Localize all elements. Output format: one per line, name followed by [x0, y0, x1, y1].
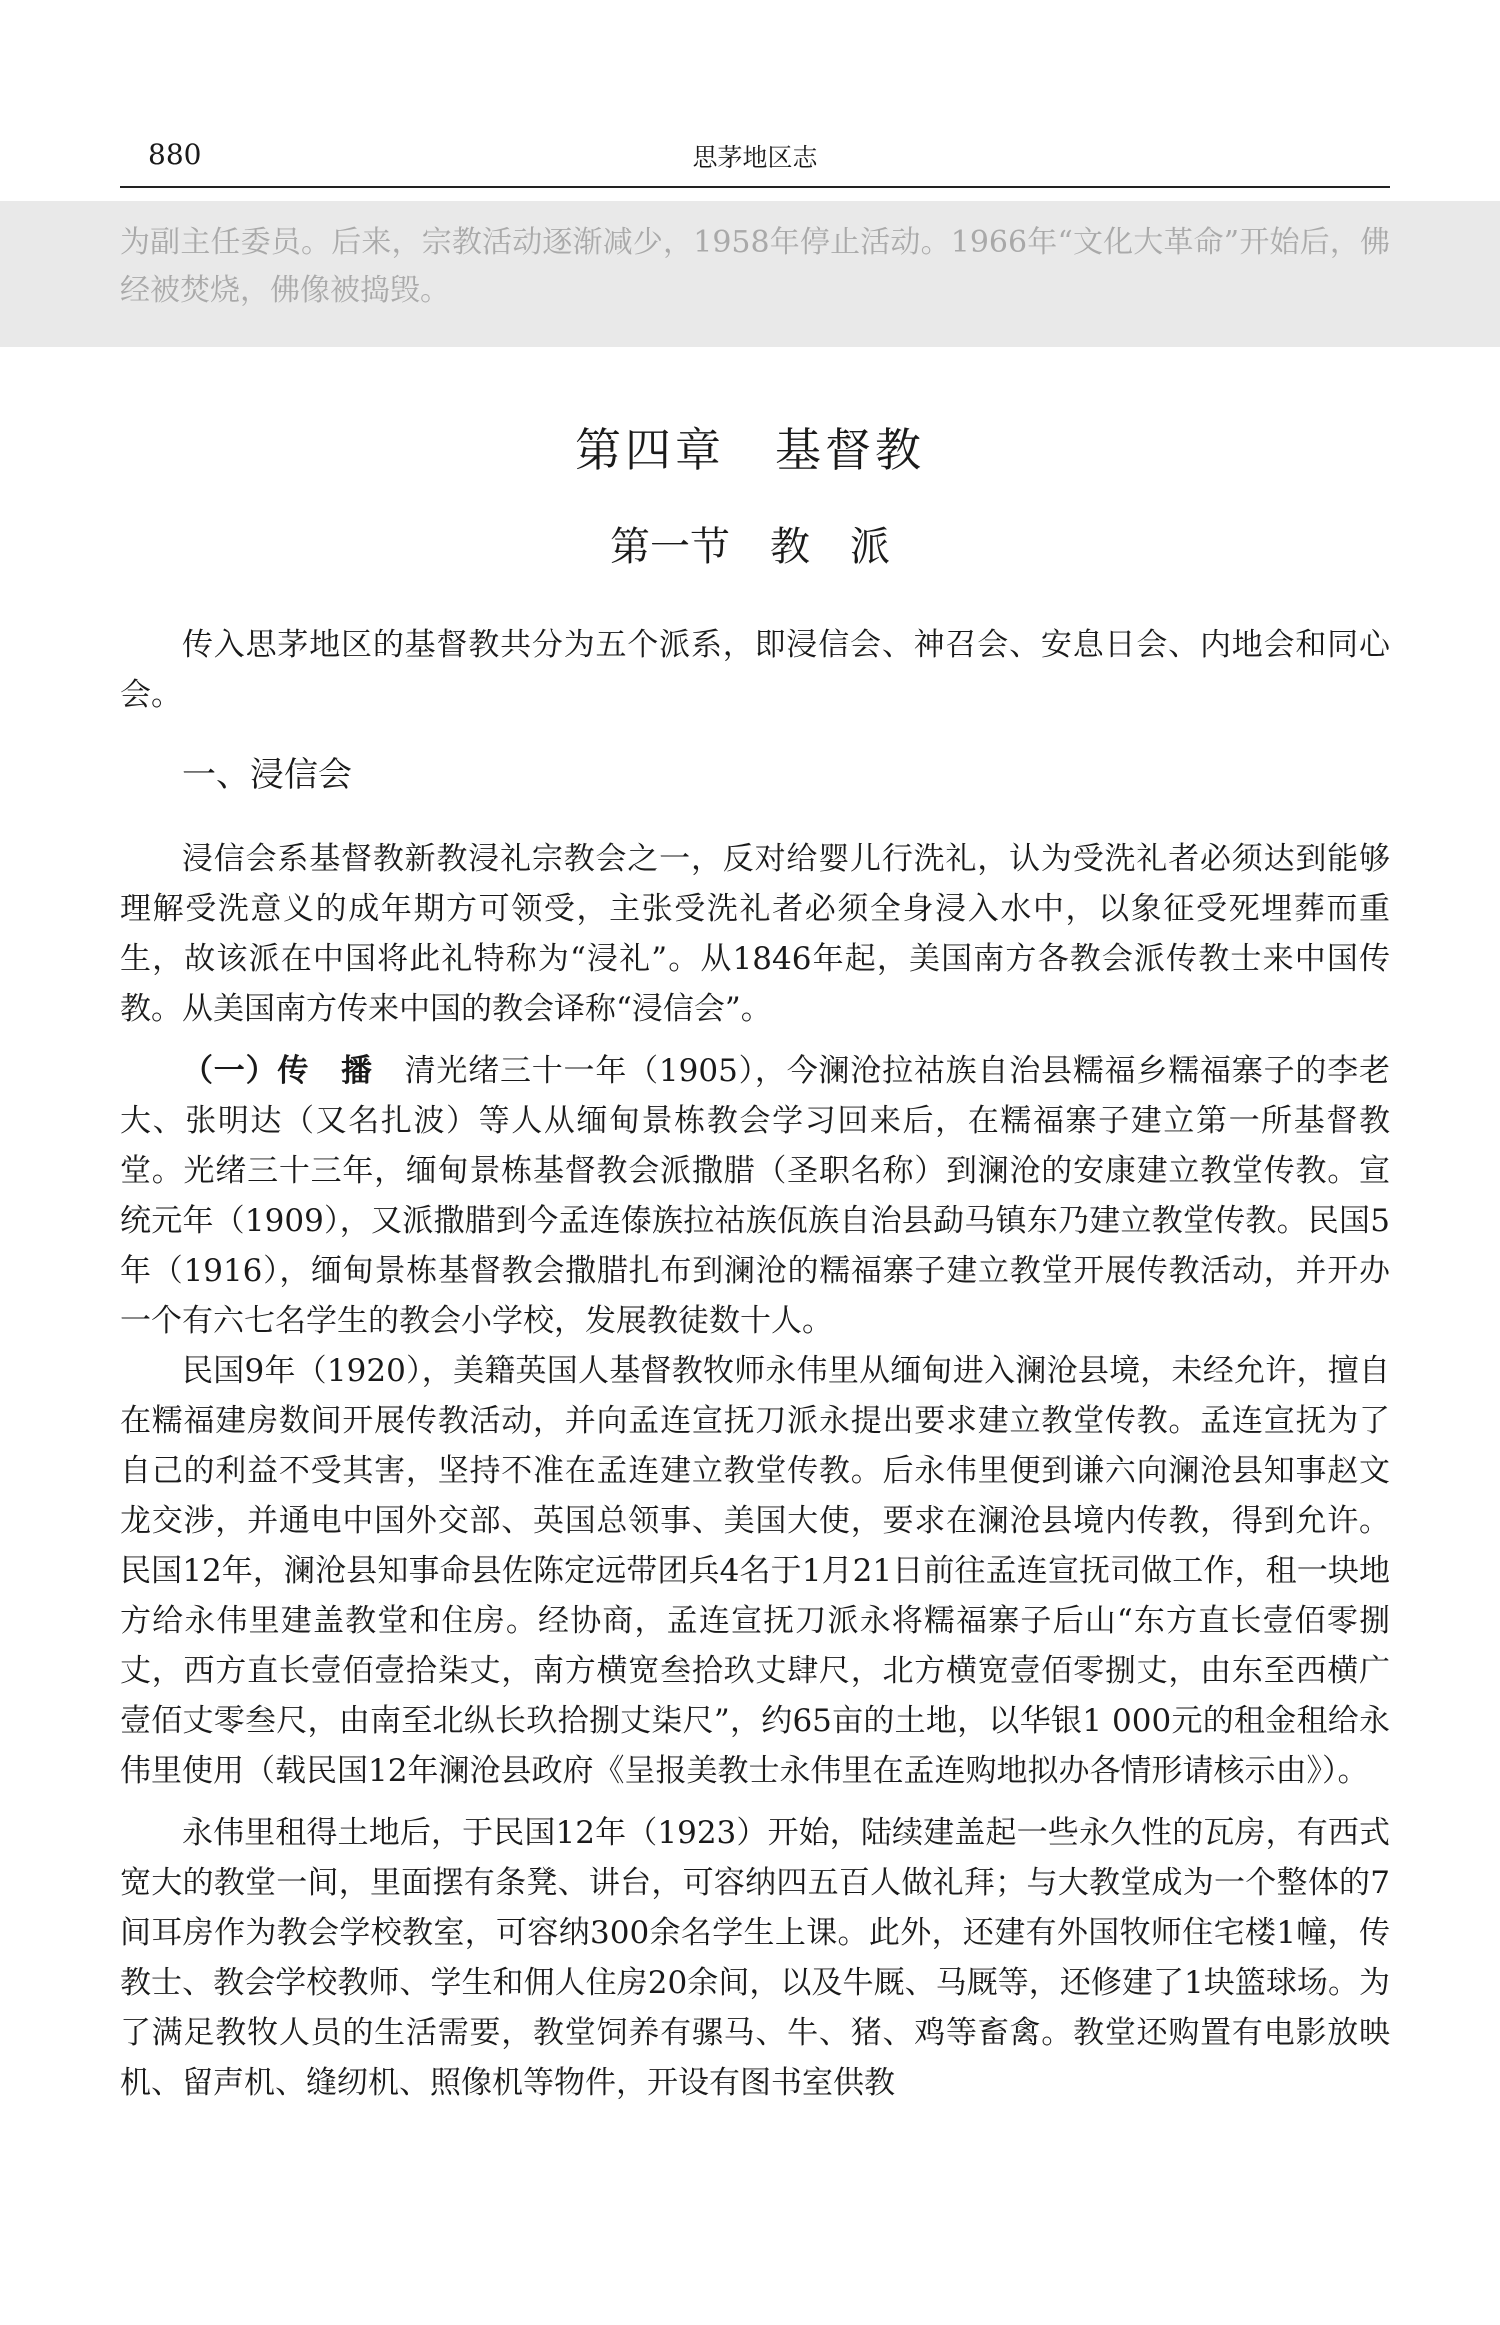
- paragraph: 浸信会系基督教新教浸礼宗教会之一，反对给婴儿行洗礼，认为受洗礼者必须达到能够理解受洗意义的成年期方可领受，主张受洗礼者必须全身浸入水中，以象征受死埋葬而重生，故该派在中国将此礼特称为“浸礼”。从1846年起，美国南方各教会派传教士来中国传教。从美国南方传来中国的教会译称“浸信会”。: [120, 841, 1390, 1027]
- page-header: [120, 138, 1390, 178]
- running-title: 思茅地区志: [692, 143, 818, 172]
- body-text: [120, 620, 1390, 2108]
- paragraph: [120, 1046, 1390, 1346]
- chapter-title: 第四章 基督教: [575, 423, 925, 477]
- subsection-title: 一、浸信会: [182, 755, 352, 795]
- previous-section-text: 为副主任委员。后来，宗教活动逐渐减少，1958年停止活动。1966年“文化大革命”开始后，佛经被焚烧，佛像被捣毁。: [120, 225, 1390, 308]
- previous-page-overlap: [0, 201, 1500, 347]
- header-rule: [120, 186, 1390, 188]
- paragraph: 民国9年（1920），美籍英国人基督教牧师永伟里从缅甸进入澜沧县境，未经允许，擅自在糯福建房数间开展传教活动，并向孟连宣抚刀派永提出要求建立教堂传教。孟连宣抚为了自己的利益不受其害，坚持不准在孟连建立教堂传教。后永伟里便到谦六向澜沧县知事赵文龙交涉，并通电中国外交部、英国总领事、美国大使，要求在澜沧县境内传教，得到允许。民国12年，澜沧县知事命县佐陈定远带团兵4名于1月21日前往孟连宣抚司做工作，租一块地方给永伟里建盖教堂和住房。经协商，孟连宣抚刀派永将糯福寨子后山“东方直长壹佰零捌丈，西方直长壹佰壹拾柒丈，南方横宽叁拾玖丈肆尺，北方横宽壹佰零捌丈，由东至西横广壹佰丈零叁尺，由南至北纵长玖拾捌丈柒尺”，约65亩的土地，以华银1 000元的租金租给永伟里使用（载民国12年澜沧县政府《呈报美教士永伟里在孟连购地拟办各情形请核示由》）。: [120, 1353, 1390, 1789]
- page-number: 880: [148, 138, 202, 171]
- paragraph: 永伟里租得土地后，于民国12年（1923）开始，陆续建盖起一些永久性的瓦房，有西式宽大的教堂一间，里面摆有条凳、讲台，可容纳四五百人做礼拜；与大教堂成为一个整体的7间耳房作为教会学校教室，可容纳300余名学生上课。此外，还建有外国牧师住宅楼1幢，传教士、教会学校教师、学生和佣人住房20余间，以及牛厩、马厩等，还修建了1块篮球场。为了满足教牧人员的生活需要，教堂饲养有骡马、牛、猪、鸡等畜禽。教堂还购置有电影放映机、留声机、缝纫机、照像机等物件，开设有图书室供教: [120, 1815, 1390, 2101]
- paragraph-text: 清光绪三十一年（1905），今澜沧拉祜族自治县糯福乡糯福寨子的李老大、张明达（又名扎波）等人从缅甸景栋教会学习回来后，在糯福寨子建立第一所基督教堂。光绪三十三年，缅甸景栋基督教会派撒腊（圣职名称）到澜沧的安康建立教堂传教。宣统元年（1909），又派撒腊到今孟连傣族拉祜族佤族自治县勐马镇东乃建立教堂传教。民国5年（1916），缅甸景栋基督教会撒腊扎布到澜沧的糯福寨子建立教堂开展传教活动，并开办一个有六七名学生的教会小学校，发展教徒数十人。: [120, 1053, 1391, 1339]
- intro-paragraph: 传入思茅地区的基督教共分为五个派系，即浸信会、神召会、安息日会、内地会和同心会。: [120, 627, 1390, 713]
- paragraph-label: （一）传 播: [182, 1053, 373, 1089]
- section-title: 第一节 教 派: [610, 524, 890, 570]
